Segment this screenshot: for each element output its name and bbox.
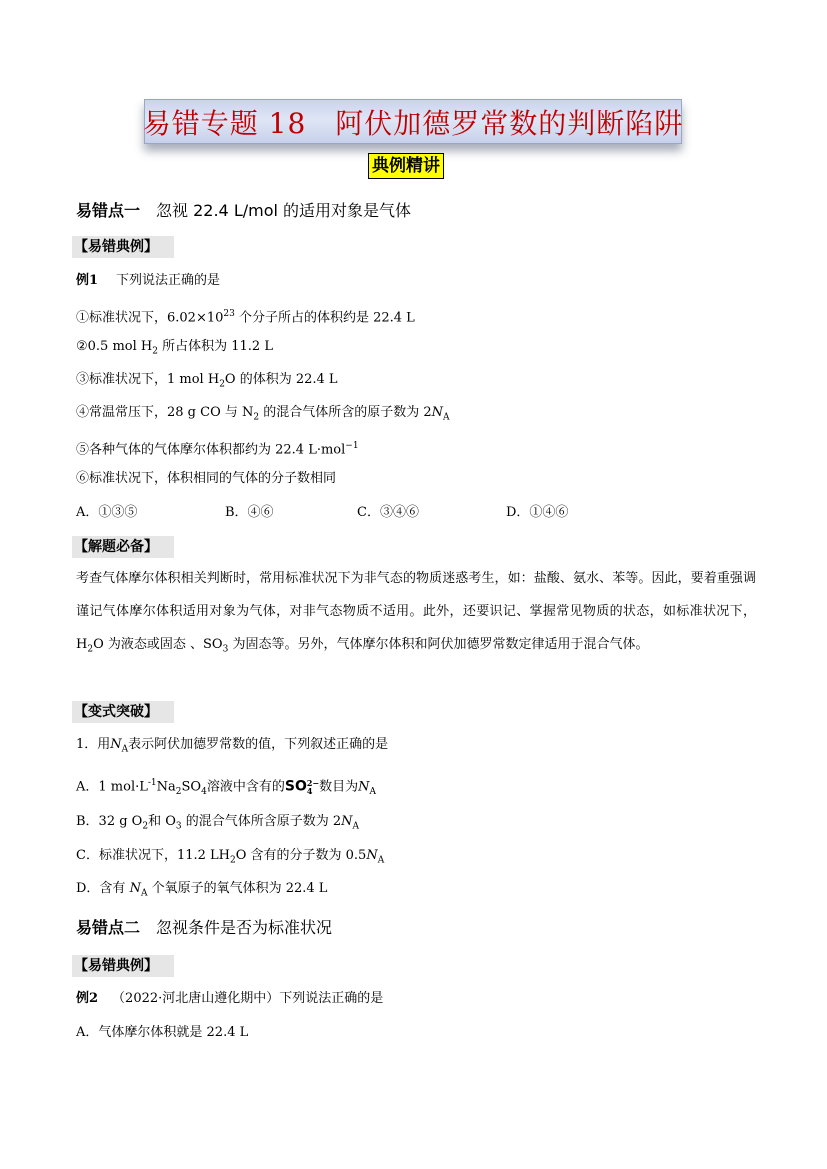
- section2-heading-name: 易错点二: [76, 918, 141, 937]
- example1-item-2: [76, 338, 273, 361]
- va-sup: -1: [147, 778, 157, 788]
- page-title: 易错专题 18 阿伏加德罗常数的判断陷阱: [142, 106, 684, 140]
- example1-option-c: C．③④⑥: [357, 505, 419, 520]
- vb-text-c: 的混合气体所含原子数为 2: [181, 814, 342, 829]
- vc-text-b: O 含有的分子数为 0.5: [235, 848, 367, 863]
- example1-item-1: [76, 305, 415, 327]
- example1-item-4: [76, 404, 450, 427]
- vc-text-a: C．标准状况下，11.2 LH: [76, 848, 230, 863]
- sulfate-ion: SO: [284, 778, 307, 795]
- section1-heading-name: 易错点一: [76, 201, 141, 220]
- analysis-text-3: 为固态等。另外，气体摩尔体积和阿伏加德罗常数定律适用于混合气体。: [228, 637, 649, 652]
- item3-sub: 2: [219, 379, 225, 390]
- section2-heading-text: 忽视条件是否为标准状况: [156, 918, 333, 937]
- item3-text-b: O 的体积为 22.4 L: [224, 372, 338, 387]
- variant-option-c: [76, 847, 384, 870]
- va-na: N: [358, 779, 370, 795]
- item6-text: ⑥标准状况下，体积相同的气体的分子数相同: [76, 471, 337, 486]
- va-text-b: Na: [156, 779, 176, 795]
- vd-na-sub: A: [140, 888, 148, 899]
- vd-text-b: 个氧原子的氧气体积为 22.4 L: [147, 881, 328, 896]
- item4-sub: 2: [253, 412, 260, 423]
- example1-prefix: 例1: [76, 273, 99, 288]
- example2-prefix: 例2: [76, 991, 99, 1006]
- section1-label-example: 【易错典例】: [72, 236, 174, 258]
- va-text-a: A．1 mol·L: [76, 779, 148, 795]
- variant-option-b: [76, 813, 359, 836]
- item3-text: ③标准状况下，1 mol H: [76, 372, 220, 387]
- item5-text: ⑤各种气体的气体摩尔体积都约为 22.4 L·mol: [76, 442, 346, 458]
- item4-text-b: 的混合气体所含的原子数为 2: [259, 405, 432, 420]
- section1-heading-text: 忽视 22.4 L/mol 的适用对象是气体: [156, 201, 412, 220]
- analysis-text-2: O 为液态或固态 、SO: [93, 637, 223, 652]
- vb-na: N: [341, 814, 353, 829]
- example1-option-a: A．①③⑤: [76, 505, 138, 520]
- variant-option-a: [76, 774, 376, 801]
- variant-q-na-sub: A: [121, 744, 129, 755]
- va-text-e: 数目为: [319, 779, 359, 795]
- vc-na-sub: A: [377, 855, 385, 866]
- example1-option-d: D．①④⑥: [506, 505, 569, 520]
- vc-sub: 2: [230, 855, 236, 866]
- vc-na: N: [366, 848, 378, 863]
- variant-q-na: N: [110, 737, 122, 752]
- va-sub1: 2: [175, 786, 182, 797]
- vb-text-b: 和 O: [148, 814, 176, 829]
- analysis-sub-2: 3: [222, 644, 229, 655]
- section1-heading: [76, 201, 411, 221]
- example1-question: [76, 272, 220, 290]
- section1-label-analysis: 【解题必备】: [72, 536, 174, 558]
- section2-label-example: 【易错典例】: [72, 955, 174, 977]
- item4-na: N: [431, 405, 444, 420]
- va-na-sub: A: [369, 786, 377, 797]
- subtitle-box: 典例精讲: [368, 153, 444, 179]
- example1-item-6: [76, 470, 336, 488]
- variant-q-text-a: 1．用: [76, 737, 111, 752]
- vb-text-a: B．32 g O: [76, 814, 143, 829]
- example2-question-text: （2022·河北唐山遵化期中）下列说法正确的是: [112, 991, 384, 1006]
- analysis-text-1: 考查气体摩尔体积相关判断时，常用标准状况下为非气态的物质迷惑考生，如：盐酸、氨水、苯等。因此，要着重强调谨记气体摩尔体积适用对象为气体，对非气态物质不适用。此外，还要识记、掌握常见物质的状态，如标准状况下，H: [76, 571, 756, 652]
- item5-sup: −1: [345, 441, 359, 451]
- sulfate-charge: 2−: [306, 777, 320, 788]
- vb-sub1: 2: [142, 821, 149, 832]
- item2-text-b: 所占体积为 11.2 L: [157, 339, 273, 354]
- item4-text: ④常温常压下，28 g CO 与 N: [76, 405, 254, 420]
- va-text-c: SO: [181, 779, 202, 795]
- example2-question: [76, 990, 383, 1008]
- example1-item-5: [76, 437, 359, 459]
- va-text-d: 溶液中含有的: [206, 779, 285, 795]
- sulfate-ion-indices: [307, 779, 319, 795]
- va-sub2: 4: [201, 786, 207, 797]
- item2-sub: 2: [152, 346, 158, 357]
- example1-item-3: [76, 371, 338, 394]
- example2-option-a: A．气体摩尔体积就是 22.4 L: [76, 1025, 249, 1040]
- item2-text: ②0.5 mol H: [76, 339, 153, 354]
- analysis-paragraph: [76, 562, 756, 667]
- example1-question-text: 下列说法正确的是: [116, 273, 221, 288]
- section2-heading: [76, 918, 332, 938]
- section1-label-variant: 【变式突破】: [72, 701, 174, 723]
- vd-text-a: D．含有: [76, 881, 130, 896]
- analysis-sub-1: 2: [87, 644, 94, 655]
- item1-text-b: 个分子所占的体积约是 22.4 L: [234, 310, 415, 326]
- item1-sup: 23: [223, 309, 235, 319]
- variant-question: [76, 736, 388, 759]
- item1-text: ①标准状况下，6.02×10: [76, 310, 224, 326]
- example1-option-b: B．④⑥: [225, 505, 274, 520]
- vb-sub2: 3: [175, 821, 182, 832]
- vd-na: N: [129, 881, 141, 896]
- variant-q-text-b: 表示阿伏加德罗常数的值，下列叙述正确的是: [128, 737, 389, 752]
- title-banner: [144, 99, 682, 144]
- item4-na-sub: A: [443, 412, 450, 423]
- vb-na-sub: A: [352, 821, 360, 832]
- sulfate-sub: 4: [306, 785, 313, 796]
- variant-option-d: [76, 880, 327, 903]
